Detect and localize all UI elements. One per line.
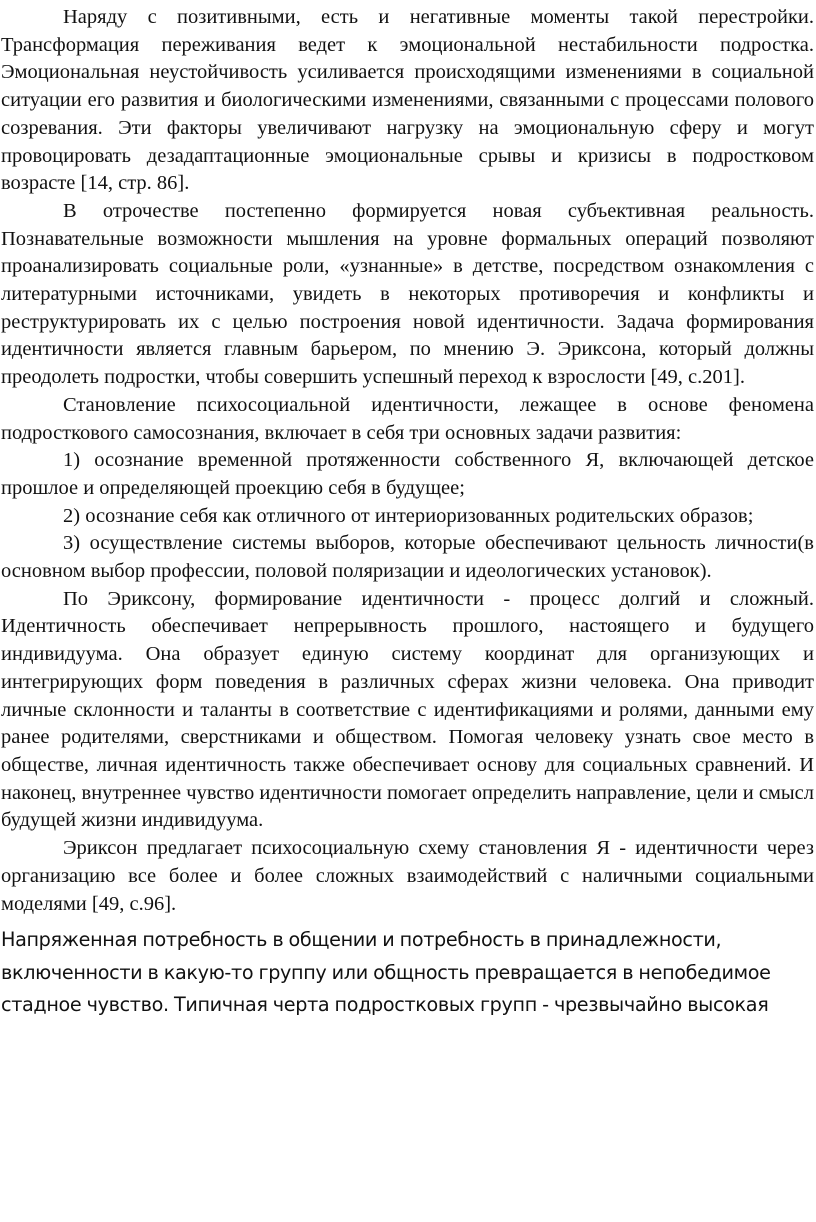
list-item-task-2: 2) осознание себя как отличного от интериоризованных родительских образов; <box>63 504 754 527</box>
paragraph-negative-moments: Наряду с позитивными, есть и негативные моменты такой перестройки. Трансформация переживания ведет к эмоциональной нестабильности подростка. Эмоциональная неустойчивость усиливается происходящими изменениями в социальной ситуации его развития и биологическими изменениями, связанными с процессами полового созревания. Эти факторы увеличивают нагрузку на эмоциональную сферу и могут провоцировать дезадаптационные эмоциональные срывы и кризисы в подростковом возрасте [14, стр. 86]. <box>1 6 814 195</box>
paragraph-group-belonging: Напряженная потребность в общении и потребность в принадлежности, включенности в какую-то группу или общность превращается в непобедимое стадное чувство. Типичная черта подростковых групп - чрезвычайно высокая <box>1 928 771 1017</box>
paragraph-erikson-scheme: Эриксон предлагает психосоциальную схему становления Я - идентичности через организацию все более и более сложных взаимодействий с наличными социальными моделями [49, с.96]. <box>1 837 814 915</box>
paragraph-identity-formation-tasks: Становление психосоциальной идентичности, лежащее в основе феномена подросткового самосознания, включает в себя три основных задачи развития: <box>1 393 814 444</box>
list-item-task-1: 1) осознание временной протяженности собственного Я, включающей детское прошлое и определяющей проекцию себя в будущее; <box>1 449 814 499</box>
paragraph-new-subjective-reality: В отрочестве постепенно формируется новая субъективная реальность. Познавательные возможности мышления на уровне формальных операций позволяют проанализировать социальные роли, «узнанные» в детстве, посредством ознакомления с литературными источниками, увидеть в некоторых противоречия и конфликты и реструктурировать их с целью построения новой идентичности. Задача формирования идентичности является главным барьером, по мнению Э. Эриксона, который должны преодолеть подростки, чтобы совершить успешный переход к взрослости [49, с.201]. <box>1 199 814 389</box>
paragraph-erikson-identity: По Эриксону, формирование идентичности - процесс долгий и сложный. Идентичность обеспечивает непрерывность прошлого, настоящего и будущего индивидуума. Она образует единую систему координат для организующих и интегрирующих форм поведения в различных сферах жизни человека. Она приводит личные склонности и таланты в соответствие с идентификациями и ролями, данными ему ранее родителями, сверстниками и обществом. Помогая человеку узнать свое место в обществе, личная идентичность также обеспечивает основу для социальных сравнений. И наконец, внутреннее чувство идентичности помогает определить направление, цели и смысл будущей жизни индивидуума. <box>1 587 814 832</box>
list-item-task-3: 3) осуществление системы выборов, которые обеспечивают цельность личности(в основном выбор профессии, половой поляризации и идеологических установок). <box>1 532 814 583</box>
